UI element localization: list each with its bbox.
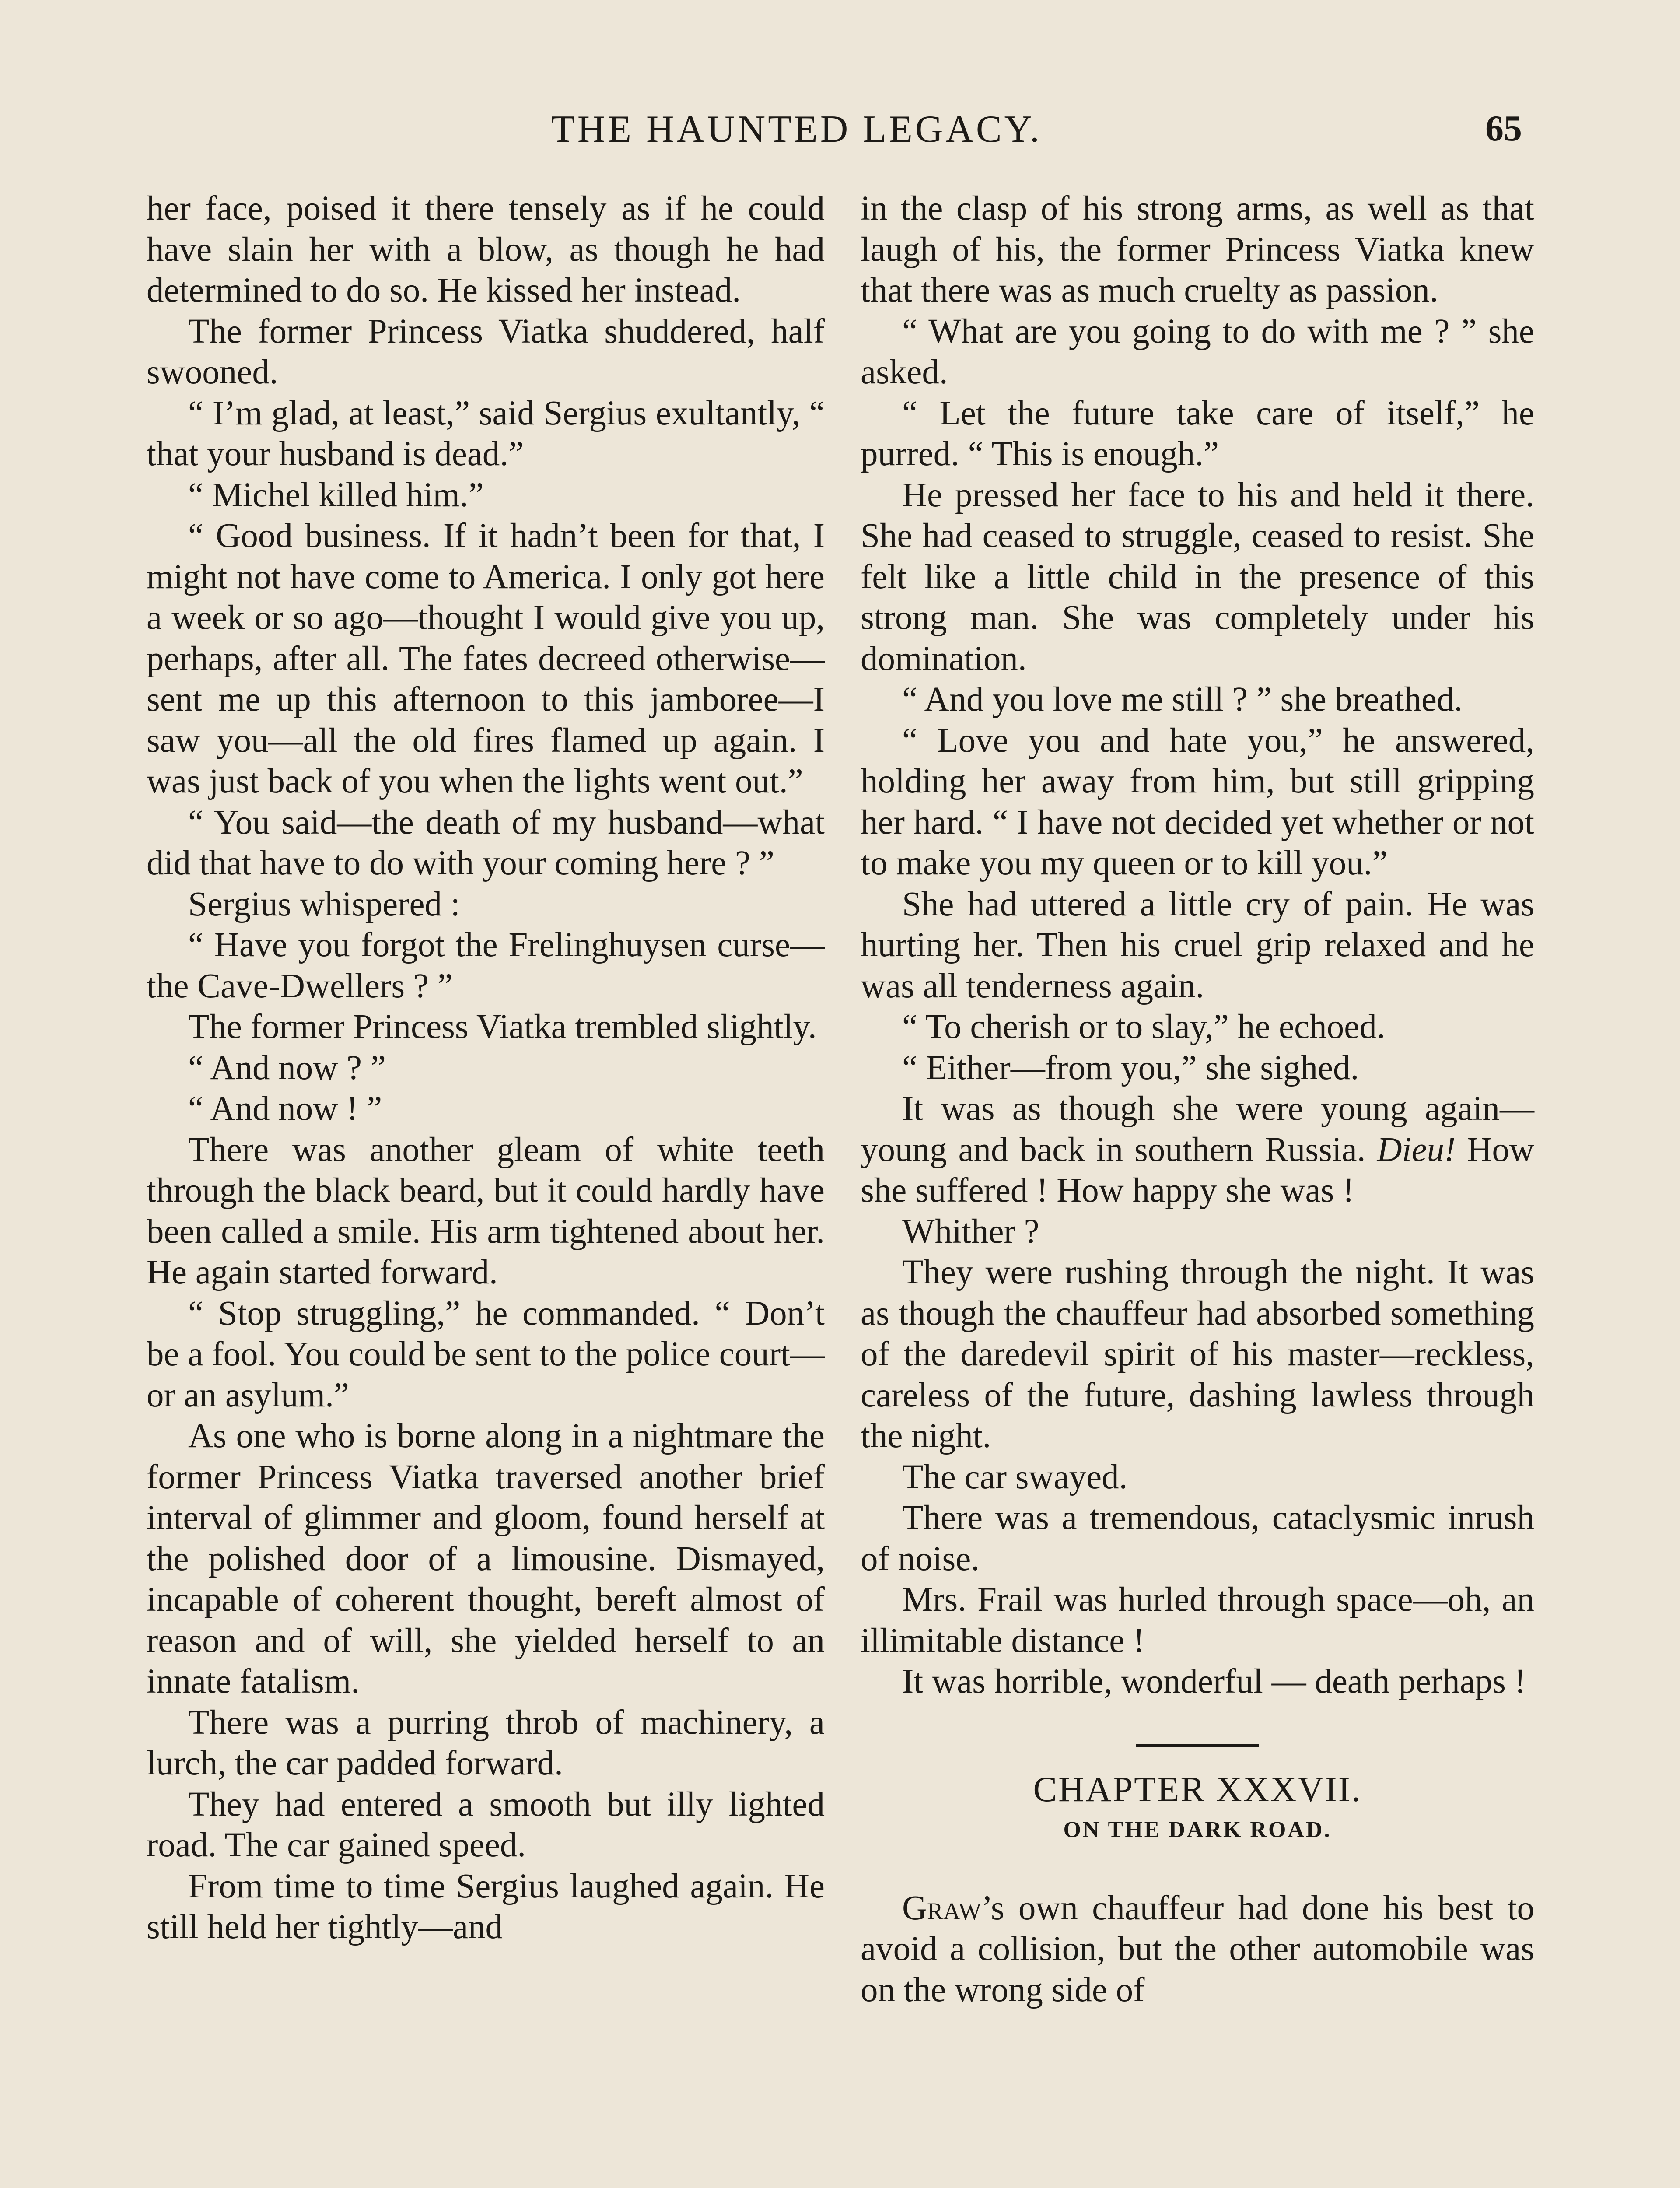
chapter-divider <box>1136 1744 1259 1747</box>
paragraph: The car swayed. <box>902 1458 1128 1496</box>
paragraph-text: ’s own chauffeur had done his best to avoid a collision, but the other automobile was on the wrong side of <box>861 1889 1534 2009</box>
paragraph: Sergius whispered : <box>188 885 460 923</box>
paragraph: The former Princess Viatka shuddered, half swooned. <box>147 312 825 391</box>
paragraph: “ I’m glad, at least,” said Sergius exultantly, “ that your husband is dead.” <box>147 394 825 473</box>
paragraph: Mrs. Frail was hurled through space—oh, an illimitable distance ! <box>861 1581 1534 1660</box>
page-number: 65 <box>1485 108 1522 149</box>
paragraph: There was a tremendous, cataclysmic inrush of noise. <box>861 1499 1534 1578</box>
paragraph: “ And now ! ” <box>188 1090 382 1128</box>
chapter-subtitle: ON THE DARK ROAD. <box>1063 1817 1332 1842</box>
paragraph: “ Have you forgot the Frelinghuysen curse—the Cave-Dwellers ? ” <box>147 926 825 1005</box>
paragraph-text: How she suffered ! How happy she was ! <box>861 1130 1534 1210</box>
paragraph: “ Love you and hate you,” he answered, holding her away from him, but still gripping her hard. “ I have not decided yet whether or not to make you my queen or to kill you.” <box>861 721 1534 882</box>
paragraph: They had entered a smooth but illy lighted road. The car gained speed. <box>147 1785 825 1864</box>
paragraph-text: It was as though she were young again—young and back in southern Russia. <box>861 1090 1534 1169</box>
left-column <box>147 188 825 1948</box>
paragraph: “ And now ? ” <box>188 1048 386 1087</box>
running-head: THE HAUNTED LEGACY. <box>551 108 1042 151</box>
paragraph: It was horrible, wonderful — death perhaps ! <box>902 1662 1526 1701</box>
paragraph: He pressed her face to his and held it there. She had ceased to struggle, ceased to resist. She felt like a little child in the presence of this strong man. She was completely under his domination. <box>861 476 1534 678</box>
chapter-opening-paragraph <box>861 1888 1534 2011</box>
paragraph: “ And you love me still ? ” she breathed. <box>902 680 1463 719</box>
paragraph: “ You said—the death of my husband—what did that have to do with your coming here ? ” <box>147 803 825 882</box>
italic-word: Dieu! <box>1377 1130 1456 1169</box>
paragraph: They were rushing through the night. It was as though the chauffeur had absorbed something of the daredevil spirit of his master—reckless, careless of the future, dashing lawless through the night. <box>861 1253 1534 1455</box>
paragraph: “ Good business. If it hadn’t been for that, I might not have come to America. I only got here a week or so ago—thought I would give you up, perhaps, after all. The fates decreed otherwise—sent me up this afternoon to this jamboree—I saw you—all the old fires flamed up again. I was just back of you when the lights went out.” <box>147 517 825 800</box>
paragraph: She had uttered a little cry of pain. He was hurting her. Then his cruel grip relaxed and he was all tenderness again. <box>861 885 1534 1005</box>
paragraph: her face, poised it there tensely as if he could have slain her with a blow, as though he had determined to do so. He kissed her instead. <box>147 189 825 309</box>
paragraph: There was a purring throb of machinery, a lurch, the car padded forward. <box>147 1703 825 1782</box>
paragraph: As one who is borne along in a nightmare the former Princess Viatka traversed another brief interval of glimmer and gloom, found herself at the polished door of a limousine. Dismayed, incapable of coherent thought, bereft almost of reason and of will, she yielded herself to an innate fatalism. <box>147 1417 825 1701</box>
right-column-text-after <box>861 1211 1534 1702</box>
paragraph: There was another gleam of white teeth through the black beard, but it could hardly have been called a smile. His arm tightened about her. He again started forward. <box>147 1130 825 1291</box>
paragraph <box>861 1088 1534 1211</box>
paragraph: “ Stop struggling,” he commanded. “ Don’t be a fool. You could be sent to the police court—or an asylum.” <box>147 1294 825 1414</box>
paragraph: “ Let the future take care of itself,” he purred. “ This is enough.” <box>861 394 1534 473</box>
paragraph: From time to time Sergius laughed again. He still held her tightly—and <box>147 1867 825 1946</box>
paragraph: “ Michel killed him.” <box>188 476 484 514</box>
right-column <box>861 188 1534 2010</box>
paragraph: “ To cherish or to slay,” he echoed. <box>902 1008 1386 1046</box>
chapter-title: CHAPTER XXXVII. <box>1033 1769 1362 1809</box>
small-caps-lead: Graw <box>902 1889 981 1927</box>
paragraph: “ Either—from you,” she sighed. <box>902 1048 1359 1087</box>
paragraph: “ What are you going to do with me ? ” she asked. <box>861 312 1534 391</box>
paragraph: The former Princess Viatka trembled slightly. <box>188 1008 817 1046</box>
paragraph: Whither ? <box>902 1212 1040 1251</box>
right-column-text-before <box>861 188 1534 1088</box>
paragraph: in the clasp of his strong arms, as well as that laugh of his, the former Princess Viatka knew that there was as much cruelty as passion. <box>861 189 1534 309</box>
